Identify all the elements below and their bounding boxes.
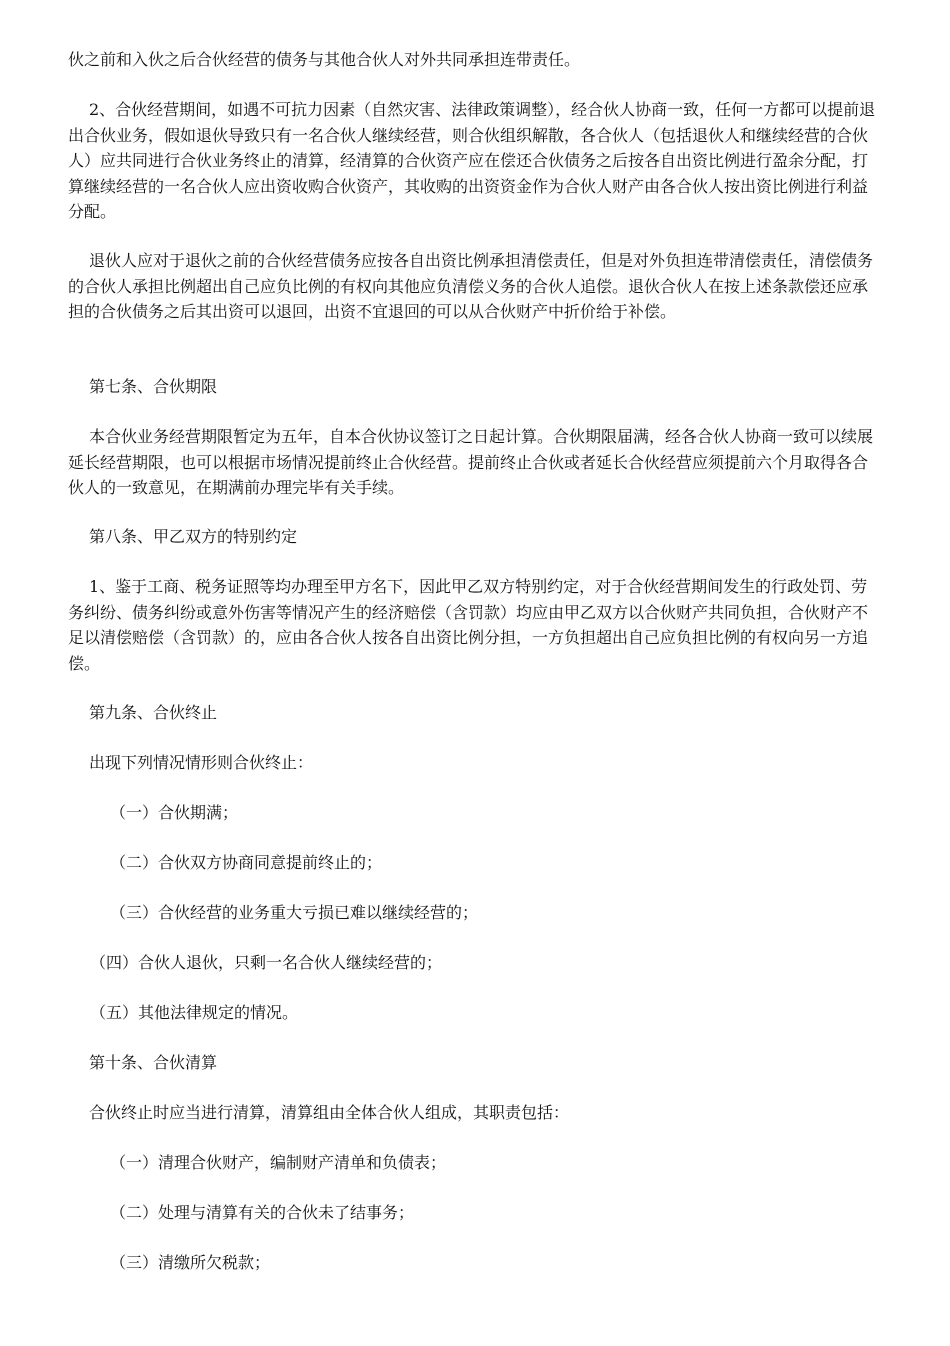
list-item-termination-2: （二）合伙双方协商同意提前终止的； [110, 853, 383, 872]
list-item-termination-1: （一）合伙期满； [110, 803, 239, 822]
paragraph-termination-intro: 出现下列情况情形则合伙终止： [89, 753, 314, 772]
paragraph-partnership-term: 本合伙业务经营期限暂定为五年，自本合伙协议签订之日起计算。合伙期限届满，经各合伙人协商一致可以续展延长经营期限，也可以根据市场情况提前终止合伙经营。提前终止合伙或者延长合伙经营应须提前六个月取得各合伙人的一致意见，在期满前办理完毕有关手续。 [68, 427, 874, 497]
list-item-liquidation-2: （二）处理与清算有关的合伙未了结事务； [110, 1203, 415, 1222]
list-item-liquidation-3: （三）清缴所欠税款； [110, 1253, 271, 1272]
paragraph-liability-continuation: 伙之前和入伙之后合伙经营的债务与其他合伙人对外共同承担连带责任。 [68, 50, 581, 69]
heading-article-10: 第十条、合伙清算 [89, 1053, 218, 1072]
list-item-termination-4: （四）合伙人退伙，只剩一名合伙人继续经营的； [90, 953, 443, 972]
paragraph-withdrawal-clause-2: 2、合伙经营期间，如遇不可抗力因素（自然灾害、法律政策调整），经合伙人协商一致，任何一方都可以提前退出合伙业务，假如退伙导致只有一名合伙人继续经营，则合伙组织解散，各合伙人（包括退伙人和继续经营的合伙人）应共同进行合伙业务终止的清算，经清算的合伙资产应在偿还合伙债务之后按各自出资比例进行盈余分配，打算继续经营的一名合伙人应出资收购合伙资产，其收购的出资资金作为合伙人财产由各合伙人按出资比例进行利益分配。 [68, 100, 876, 221]
paragraph-liquidation-intro: 合伙终止时应当进行清算，清算组由全体合伙人组成，其职责包括： [89, 1103, 570, 1122]
list-item-termination-3: （三）合伙经营的业务重大亏损已难以继续经营的； [110, 903, 479, 922]
list-item-termination-5: （五）其他法律规定的情况。 [90, 1003, 299, 1022]
heading-article-7: 第七条、合伙期限 [89, 377, 218, 396]
heading-article-8: 第八条、甲乙双方的特别约定 [89, 527, 298, 546]
paragraph-special-agreement-1: 1、鉴于工商、税务证照等均办理至甲方名下，因此甲乙双方特别约定，对于合伙经营期间发生的行政处罚、劳务纠纷、债务纠纷或意外伤害等情况产生的经济赔偿（含罚款）均应由甲乙双方以合伙财产共同负担，合伙财产不足以清偿赔偿（含罚款）的，应由各合伙人按各自出资比例分担，一方负担超出自己应负担比例的有权向另一方追偿。 [68, 577, 869, 673]
heading-article-9: 第九条、合伙终止 [89, 703, 218, 722]
paragraph-withdrawing-partner-liability: 退伙人应对于退伙之前的合伙经营债务应按各自出资比例承担清偿责任，但是对外负担连带清偿责任，清偿债务的合伙人承担比例超出自己应负比例的有权向其他应负清偿义务的合伙人追偿。退伙合伙人在按上述条款偿还应承担的合伙债务之后其出资可以退回，出资不宜退回的可以从合伙财产中折价给于补偿。 [68, 251, 874, 321]
list-item-liquidation-1: （一）清理合伙财产，编制财产清单和负债表； [110, 1153, 447, 1172]
